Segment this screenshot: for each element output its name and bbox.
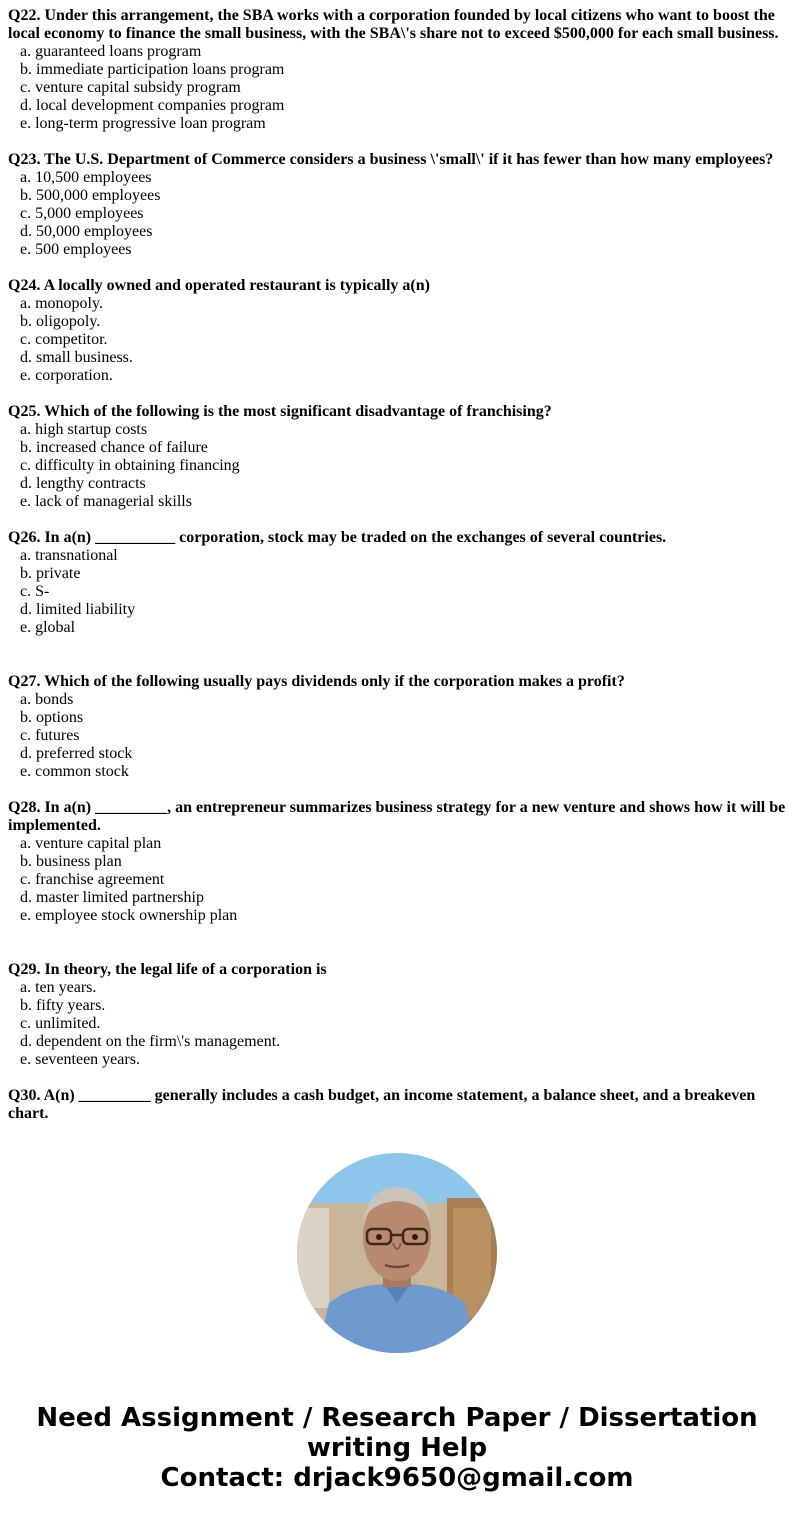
option-b: b. options (20, 709, 84, 726)
question-text: Q25. Which of the following is the most significant disadvantage of franchising? (8, 403, 552, 420)
question-text: Q22. Under this arrangement, the SBA works with a corporation founded by local citizens who want to boost the local economy to finance the small business, with the SBA\'s share not to exceed $500,000 for each small business. (8, 7, 779, 42)
question-q28 (8, 799, 788, 925)
question-q27 (8, 673, 788, 781)
option-c: c. unlimited. (20, 1015, 101, 1032)
question-q26 (8, 529, 788, 637)
option-a: a. high startup costs (20, 421, 148, 438)
option-a: a. monopoly. (20, 295, 103, 312)
option-c: c. futures (20, 727, 80, 744)
option-b: b. 500,000 employees (20, 187, 161, 204)
question-text: Q30. A(n) _________ generally includes a cash budget, an income statement, a balance sheet, and a breakeven chart. (8, 1087, 756, 1122)
person-portrait (297, 1153, 497, 1353)
question-q22 (8, 7, 788, 133)
option-c: c. venture capital subsidy program (20, 79, 241, 96)
question-text: Q29. In theory, the legal life of a corporation is (8, 961, 327, 978)
option-list (8, 295, 788, 385)
option-a: a. venture capital plan (20, 835, 162, 852)
option-list (8, 169, 788, 259)
option-c: c. franchise agreement (20, 871, 165, 888)
option-d: d. dependent on the firm\'s management. (20, 1033, 281, 1050)
option-list (8, 691, 788, 781)
option-e: e. seventeen years. (20, 1051, 140, 1068)
question-q25 (8, 403, 788, 511)
option-list (8, 979, 788, 1069)
option-b: b. business plan (20, 853, 122, 870)
question-text: Q28. In a(n) _________, an entrepreneur summarizes business strategy for a new venture and shows how it will be implemented. (8, 799, 786, 834)
option-a: a. bonds (20, 691, 74, 708)
option-e: e. long-term progressive loan program (20, 115, 266, 132)
option-b: b. private (20, 565, 81, 582)
option-e: e. employee stock ownership plan (20, 907, 238, 924)
option-c: c. competitor. (20, 331, 108, 348)
option-e: e. 500 employees (20, 241, 132, 258)
option-d: d. limited liability (20, 601, 136, 618)
option-b: b. immediate participation loans program (20, 61, 285, 78)
option-list (8, 421, 788, 511)
option-a: a. guaranteed loans program (20, 43, 202, 60)
option-a: a. transnational (20, 547, 118, 564)
question-text: Q24. A locally owned and operated restaurant is typically a(n) (8, 277, 430, 294)
question-q30 (8, 1087, 788, 1123)
option-d: d. master limited partnership (20, 889, 204, 906)
question-q23 (8, 151, 788, 259)
option-d: d. lengthy contracts (20, 475, 146, 492)
option-c: c. 5,000 employees (20, 205, 144, 222)
question-q24 (8, 277, 788, 385)
option-list (8, 547, 788, 637)
banner-contact-email: Contact: drjack9650@gmail.com (160, 1463, 634, 1493)
author-photo (297, 1153, 497, 1353)
option-a: a. 10,500 employees (20, 169, 152, 186)
option-d: d. 50,000 employees (20, 223, 153, 240)
question-list (8, 7, 788, 1141)
option-e: e. global (20, 619, 76, 636)
option-e: e. lack of managerial skills (20, 493, 192, 510)
option-b: b. increased chance of failure (20, 439, 208, 456)
option-c: c. S- (20, 583, 50, 600)
banner-line-2: writing Help (306, 1433, 488, 1463)
option-c: c. difficulty in obtaining financing (20, 457, 240, 474)
option-e: e. corporation. (20, 367, 113, 384)
option-d: d. preferred stock (20, 745, 133, 762)
option-b: b. oligopoly. (20, 313, 101, 330)
option-list (8, 835, 788, 925)
option-d: d. small business. (20, 349, 133, 366)
option-a: a. ten years. (20, 979, 97, 996)
option-b: b. fifty years. (20, 997, 106, 1014)
option-e: e. common stock (20, 763, 129, 780)
option-d: d. local development companies program (20, 97, 285, 114)
banner-line-1: Need Assignment / Research Paper / Dissertation (36, 1403, 758, 1433)
question-text: Q27. Which of the following usually pays dividends only if the corporation makes a profit? (8, 673, 625, 690)
option-list (8, 43, 788, 133)
contact-banner (0, 1403, 794, 1493)
question-q29 (8, 961, 788, 1069)
question-text: Q23. The U.S. Department of Commerce considers a business \'small\' if it has fewer than how many employees? (8, 151, 774, 168)
question-text: Q26. In a(n) __________ corporation, stock may be traded on the exchanges of several countries. (8, 529, 667, 546)
